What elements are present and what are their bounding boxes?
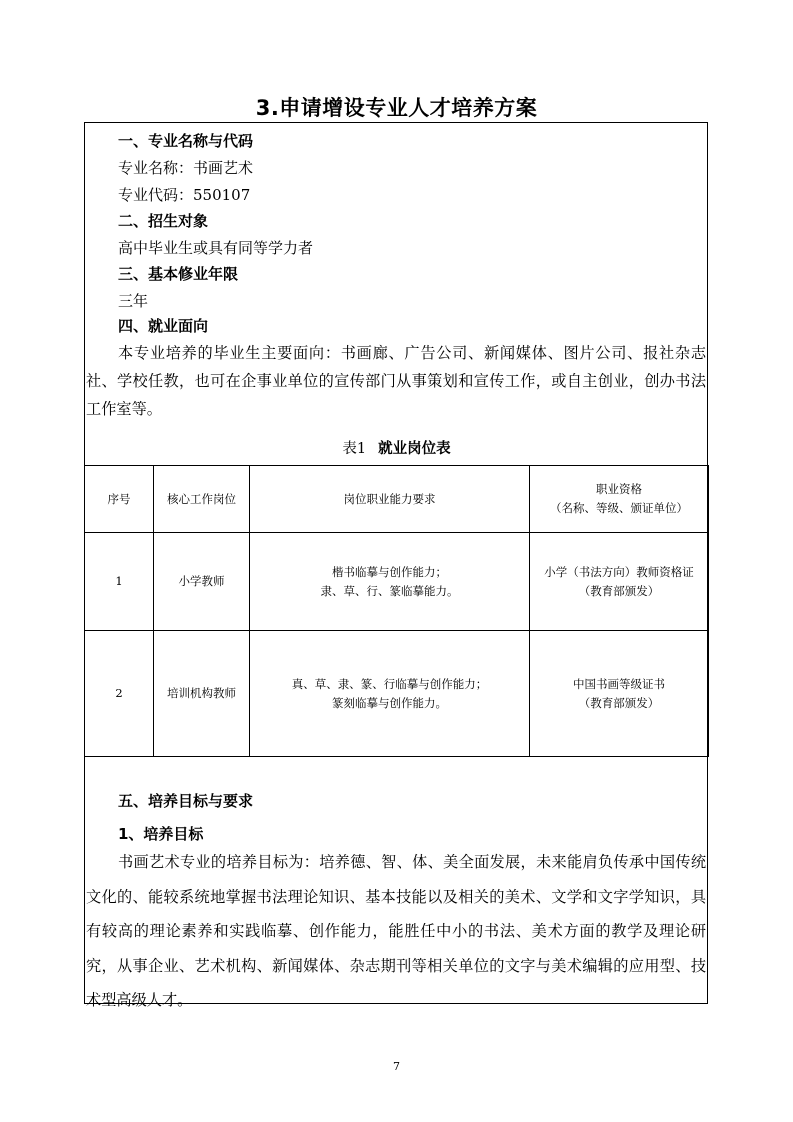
subheading-training-goal: 1、培养目标: [118, 825, 204, 843]
duration-text: 三年: [118, 292, 149, 310]
page-title: 3.申请增设专业人才培养方案: [255, 96, 538, 120]
employment-paragraph-text: 本专业培养的毕业生主要面向：书画廊、广告公司、新闻媒体、图片公司、报社杂志社、学校任教，也可在企事业单位的宣传部门从事策划和宣传工作，或自主创业，创办书法工作室等。: [86, 344, 706, 418]
employment-table: [84, 465, 709, 757]
header-seq: 序号: [85, 466, 154, 533]
employment-paragraph: [86, 339, 706, 423]
page-number: 7: [393, 1060, 400, 1073]
table-caption-title: 就业岗位表: [378, 441, 451, 457]
row-seq: 2: [85, 631, 154, 757]
row-ability-line2: 篆刻临摹与创作能力。: [332, 695, 447, 710]
header-qualification: [530, 466, 709, 533]
section-heading-enrollment: 二、招生对象: [118, 212, 209, 230]
row-ability-line1: 真、草、隶、篆、行临摹与创作能力；: [291, 676, 488, 691]
row-qualification: [530, 533, 709, 631]
header-ability: 岗位职业能力要求: [250, 466, 530, 533]
row-seq: 1: [85, 533, 154, 631]
header-qualification-line2: （名称、等级、颁证单位）: [550, 501, 688, 515]
row-ability-line2: 隶、草、行、篆临摹能力。: [320, 583, 459, 598]
section-heading-objectives: 五、培养目标与要求: [118, 792, 254, 810]
row-ability: [250, 533, 530, 631]
row-qualification-line1: 小学（书法方向）教师资格证: [544, 564, 694, 579]
table-caption: [0, 437, 793, 458]
section-heading-duration: 三、基本修业年限: [118, 265, 239, 283]
section-heading-major-name: 一、专业名称与代码: [118, 132, 254, 150]
section-heading-employment: 四、就业面向: [118, 317, 209, 335]
enrollment-text: 高中毕业生或具有同等学力者: [118, 239, 314, 257]
table-caption-number: 表1: [342, 441, 367, 457]
row-ability: [250, 631, 530, 757]
training-goal-paragraph: [86, 845, 706, 1018]
training-goal-paragraph-text: 书画艺术专业的培养目标为：培养德、智、体、美全面发展，未来能肩负传承中国传统文化的、能较系统地掌握书法理论知识、基本技能以及相关的美术、文学和文字学知识，具有较高的理论素养和实践临摹、创作能力，能胜任中小的书法、美术方面的教学及理论研究，从事企业、艺术机构、新闻媒体、杂志期刊等相关单位的文字与美术编辑的应用型、技术型高级人才。: [86, 853, 706, 1009]
table-row: [85, 533, 709, 631]
row-qualification-line2: （教育部颁发）: [578, 583, 660, 598]
row-qualification-line1: 中国书画等级证书: [573, 676, 665, 691]
major-code-line: 专业代码：550107: [118, 186, 251, 204]
header-qualification-line1: 职业资格: [596, 482, 642, 496]
row-qualification: [530, 631, 709, 757]
table-header-row: [85, 466, 709, 533]
row-qualification-line2: （教育部颁发）: [578, 695, 660, 710]
row-post: 培训机构教师: [154, 631, 250, 757]
row-post: 小学教师: [154, 533, 250, 631]
row-ability-line1: 楷书临摹与创作能力；: [332, 564, 447, 579]
header-post: 核心工作岗位: [154, 466, 250, 533]
major-name-line: 专业名称：书画艺术: [118, 159, 254, 177]
table-row: [85, 631, 709, 757]
